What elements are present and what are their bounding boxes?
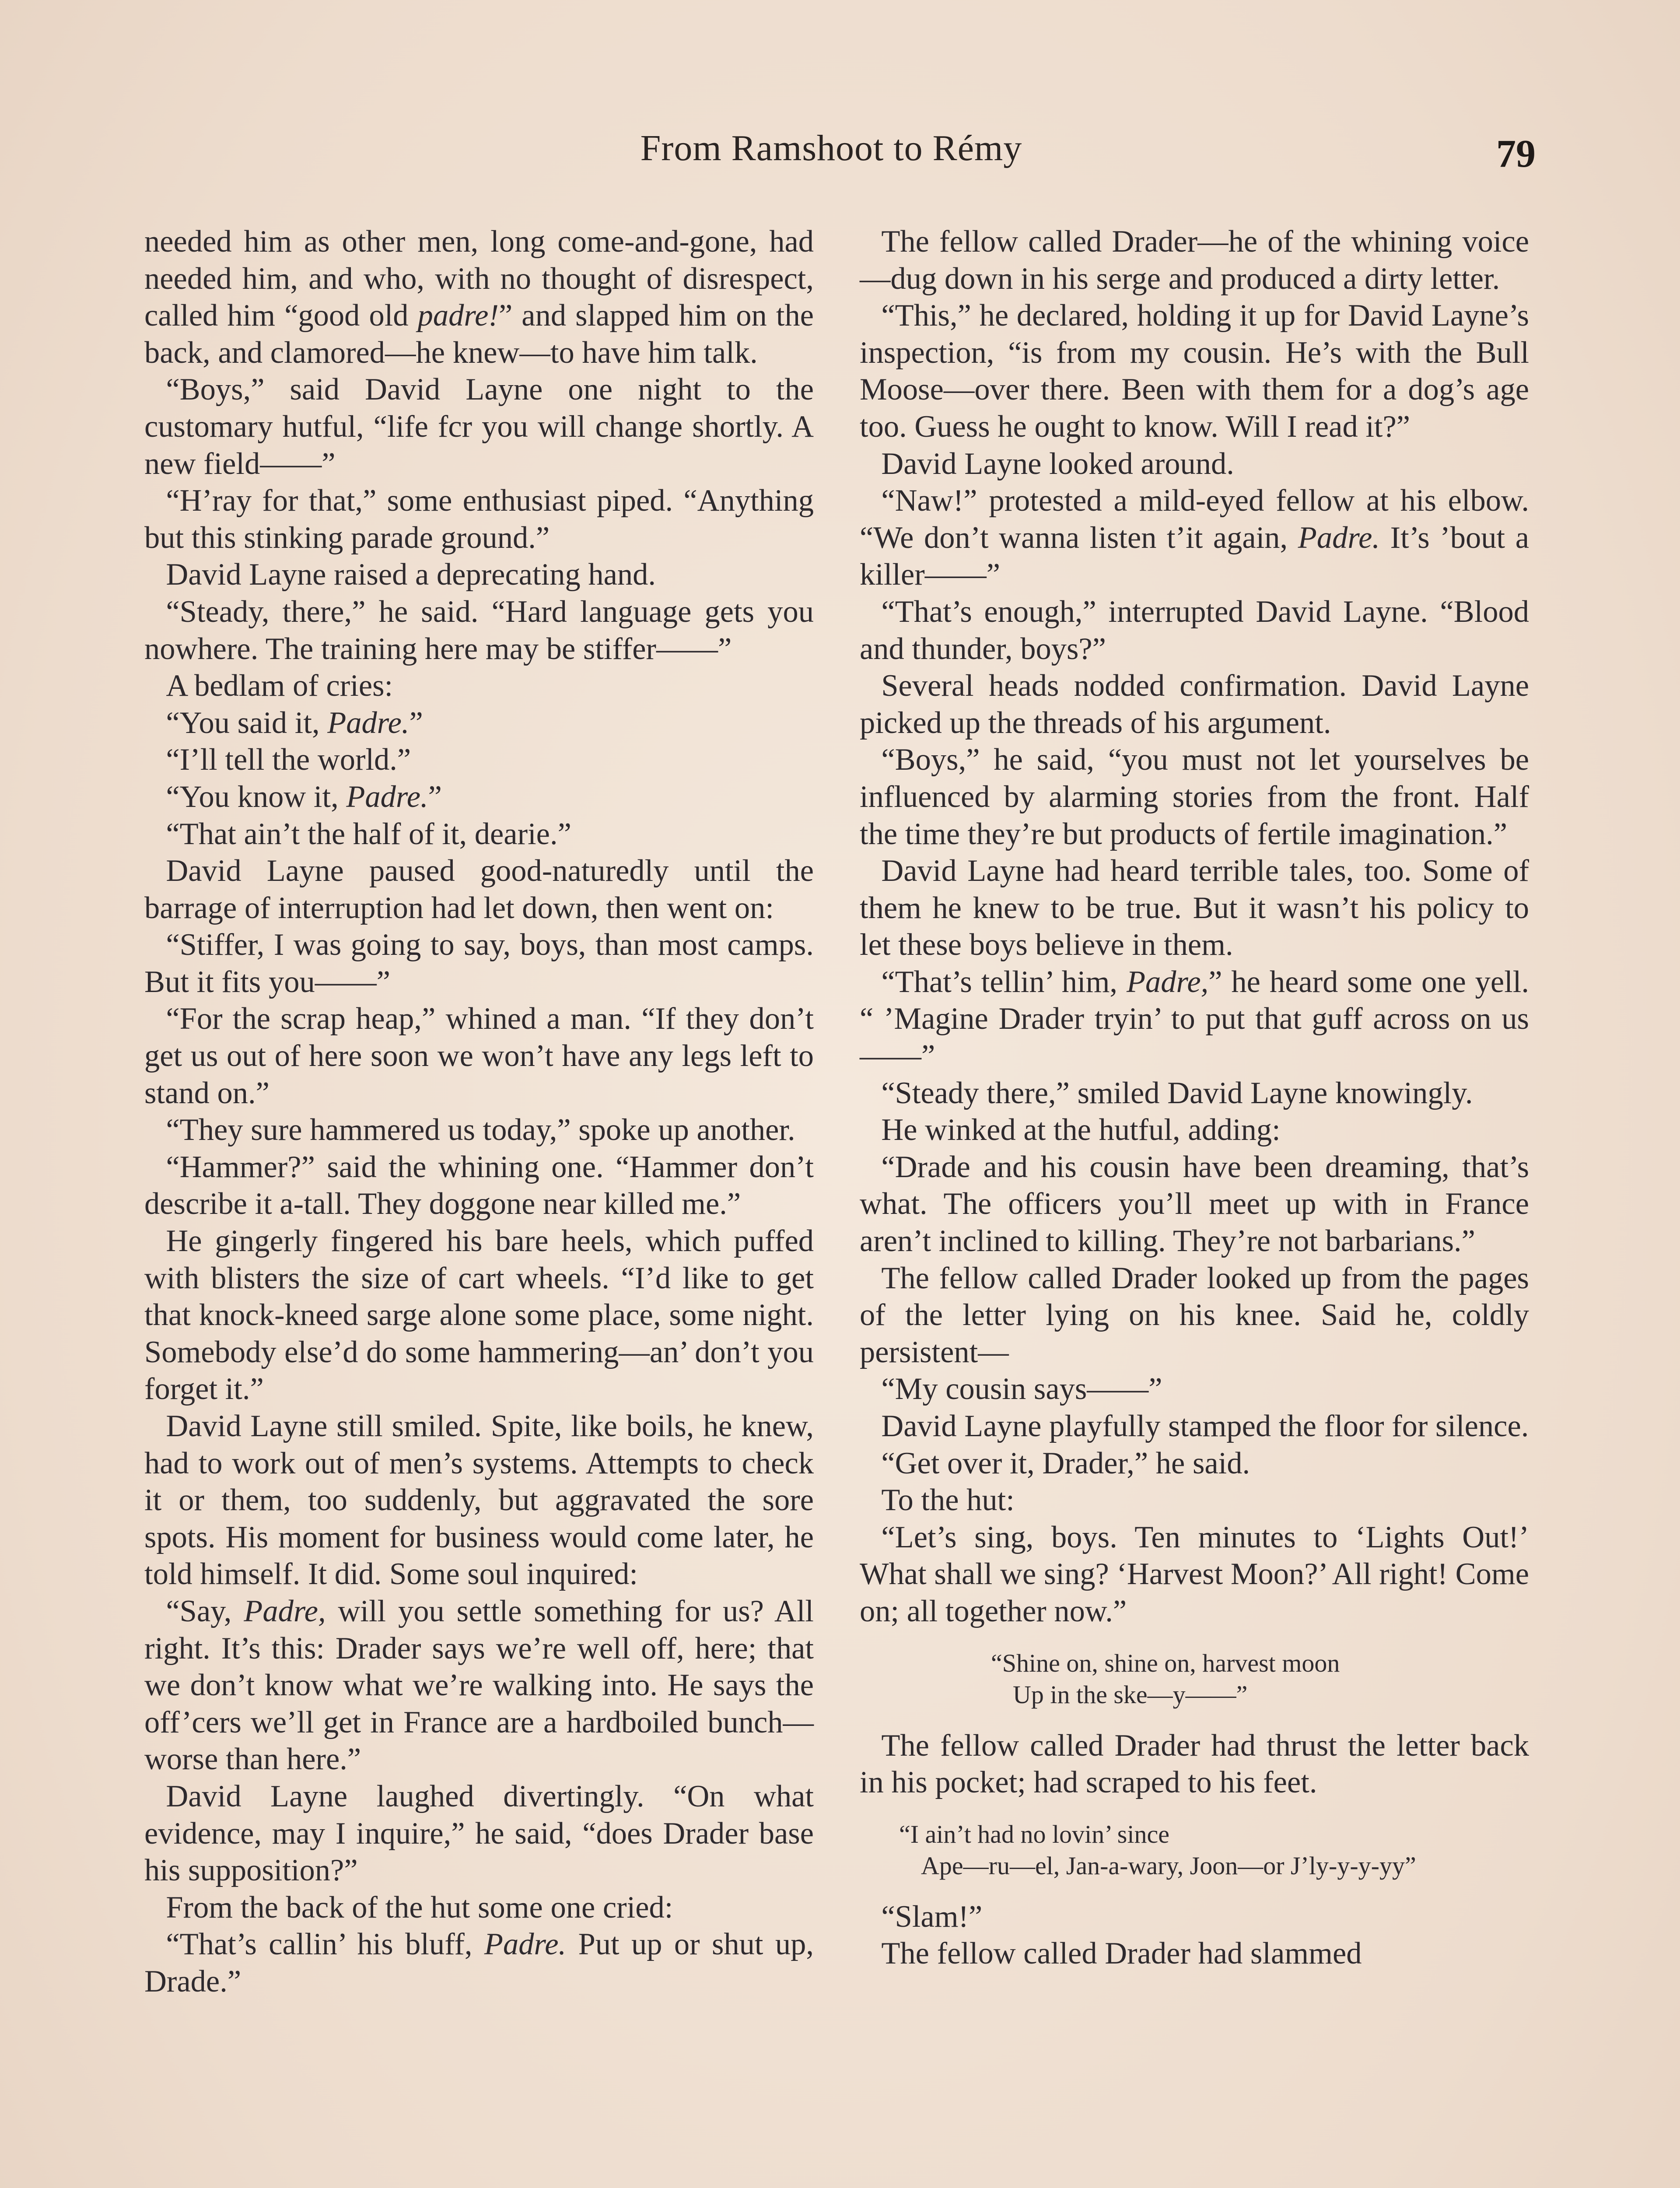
paragraph: “I’ll tell the world.” bbox=[166, 743, 411, 777]
paragraph: The fellow called Drader—he of the whining voice—dug down in his serge and produced a dirty letter. bbox=[860, 224, 1529, 296]
paragraph: The fellow called Drader had slammed bbox=[881, 1936, 1362, 1971]
left-text-column bbox=[144, 223, 814, 2000]
right-text-column bbox=[860, 223, 1529, 1972]
running-title: From Ramshoot to Rémy bbox=[640, 128, 1022, 168]
paragraph: David Layne still smiled. Spite, like boils, he knew, had to work out of men’s systems. Attempts to check it or them, too suddenly, but aggravated the sore spots. His moment for business would come later, he told himself. It did. Some soul inquired: bbox=[144, 1409, 814, 1592]
paragraph: David Layne looked around. bbox=[881, 446, 1234, 481]
paragraph: He gingerly fingered his bare heels, which puffed with blisters the size of cart wheels. “I’d like to get that knock-kneed sarge alone some place, some night. Somebody else’d do some hammering—an’ don’t you forget it.” bbox=[144, 1224, 814, 1406]
paragraph: The fellow called Drader looked up from the pages of the letter lying on his knee. Said he, coldly persistent— bbox=[860, 1261, 1529, 1369]
verse-block bbox=[860, 1648, 1529, 1711]
paragraph: David Layne had heard terrible tales, too. Some of them he knew to be true. But it wasn’t his policy to let these boys believe in them. bbox=[860, 854, 1529, 962]
paragraph: “My cousin says——” bbox=[881, 1372, 1162, 1406]
paragraph: From the back of the hut some one cried: bbox=[166, 1890, 673, 1925]
verse-line: “I ain’t had no lovin’ since bbox=[899, 1820, 1169, 1848]
paragraph: A bedlam of cries: bbox=[166, 669, 393, 703]
verse-block bbox=[860, 1819, 1529, 1882]
paragraph: “That’s tellin’ him, Padre,” he heard some one yell. “ ’Magine Drader tryin’ to put that guff across on us——” bbox=[860, 964, 1529, 1073]
paragraph: “H’ray for that,” some enthusiast piped. “Anything but this stinking parade ground.” bbox=[144, 484, 814, 555]
paragraph: Several heads nodded confirmation. David Layne picked up the threads of his argument. bbox=[860, 669, 1529, 740]
paragraph: David Layne raised a deprecating hand. bbox=[166, 558, 656, 592]
paragraph: “Hammer?” said the whining one. “Hammer don’t describe it a-tall. They doggone near killed me.” bbox=[144, 1150, 814, 1221]
paragraph: “Boys,” he said, “you must not let yourselves be influenced by alarming stories from the front. Half the time they’re but products of fertile imagination.” bbox=[860, 743, 1529, 851]
paragraph: To the hut: bbox=[881, 1483, 1015, 1518]
paragraph: “For the scrap heap,” whined a man. “If they don’t get us out of here soon we won’t have any legs left to stand on.” bbox=[144, 1002, 814, 1110]
paragraph: “Slam!” bbox=[881, 1899, 983, 1934]
paragraph: “That’s enough,” interrupted David Layne. “Blood and thunder, boys?” bbox=[860, 594, 1529, 666]
paragraph: “Drade and his cousin have been dreaming, that’s what. The officers you’ll meet up with in France aren’t inclined to killing. They’re not barbarians.” bbox=[860, 1150, 1529, 1259]
paragraph: He winked at the hutful, adding: bbox=[881, 1113, 1281, 1147]
paragraph: “Get over it, Drader,” he said. bbox=[881, 1446, 1250, 1480]
paragraph: “They sure hammered us today,” spoke up another. bbox=[166, 1113, 795, 1147]
paragraph: “That ain’t the half of it, dearie.” bbox=[166, 817, 571, 851]
paragraph: “Let’s sing, boys. Ten minutes to ‘Lights Out!’ What shall we sing? ‘Harvest Moon?’ All right! Come on; all together now.” bbox=[860, 1520, 1529, 1628]
paragraph: “Stiffer, I was going to say, boys, than most camps. But it fits you——” bbox=[144, 928, 814, 999]
paragraph: “This,” he declared, holding it up for David Layne’s inspection, “is from my cousin. He’s with the Bull Moose—over there. Been with them for a dog’s age too. Guess he ought to know. Will I read it?” bbox=[860, 298, 1529, 444]
paragraph: “Boys,” said David Layne one night to the customary hutful, “life fcr you will change shortly. A new field——” bbox=[144, 372, 814, 481]
paragraph: “Steady there,” smiled David Layne knowingly. bbox=[881, 1076, 1473, 1110]
paragraph: David Layne playfully stamped the floor for silence. bbox=[881, 1409, 1529, 1443]
paragraph: “Naw!” protested a mild-eyed fellow at his elbow. “We don’t wanna listen t’it again, Padre. It’s ’bout a killer——” bbox=[860, 484, 1529, 592]
paragraph: David Layne laughed divertingly. “On what evidence, may I inquire,” he said, “does Drader base his supposition?” bbox=[144, 1779, 814, 1888]
paragraph: “That’s callin’ his bluff, Padre. Put up or shut up, Drade.” bbox=[144, 1927, 814, 1999]
page-number: 79 bbox=[1496, 132, 1536, 175]
paragraph: David Layne paused good-naturedly until the barrage of interruption had let down, then went on: bbox=[144, 854, 814, 925]
paragraph: “Say, Padre, will you settle something for us? All right. It’s this: Drader says we’re well off, here; that we don’t know what we’re walking into. He says the off’cers we’ll get in France are a hardboiled bunch—worse than here.” bbox=[144, 1594, 814, 1777]
paragraph: “You said it, Padre.” bbox=[166, 705, 423, 740]
paragraph: needed him as other men, long come-and-gone, had needed him, and who, with no thought of disrespect, called him “good old padre!” and slapped him on the back, and clamored—he knew—to have him talk. bbox=[144, 224, 814, 370]
verse-line: Ape—ru—el, Jan-a-wary, Joon—or J’ly-y-y-yy” bbox=[921, 1851, 1416, 1880]
paragraph: “Steady, there,” he said. “Hard language gets you nowhere. The training here may be stiffer——” bbox=[144, 594, 814, 666]
paragraph: “You know it, Padre.” bbox=[166, 779, 442, 814]
verse-line: Up in the ske—y——” bbox=[1013, 1680, 1248, 1709]
verse-line: “Shine on, shine on, harvest moon bbox=[991, 1648, 1340, 1677]
paragraph: The fellow called Drader had thrust the letter back in his pocket; had scraped to his feet. bbox=[860, 1728, 1529, 1800]
